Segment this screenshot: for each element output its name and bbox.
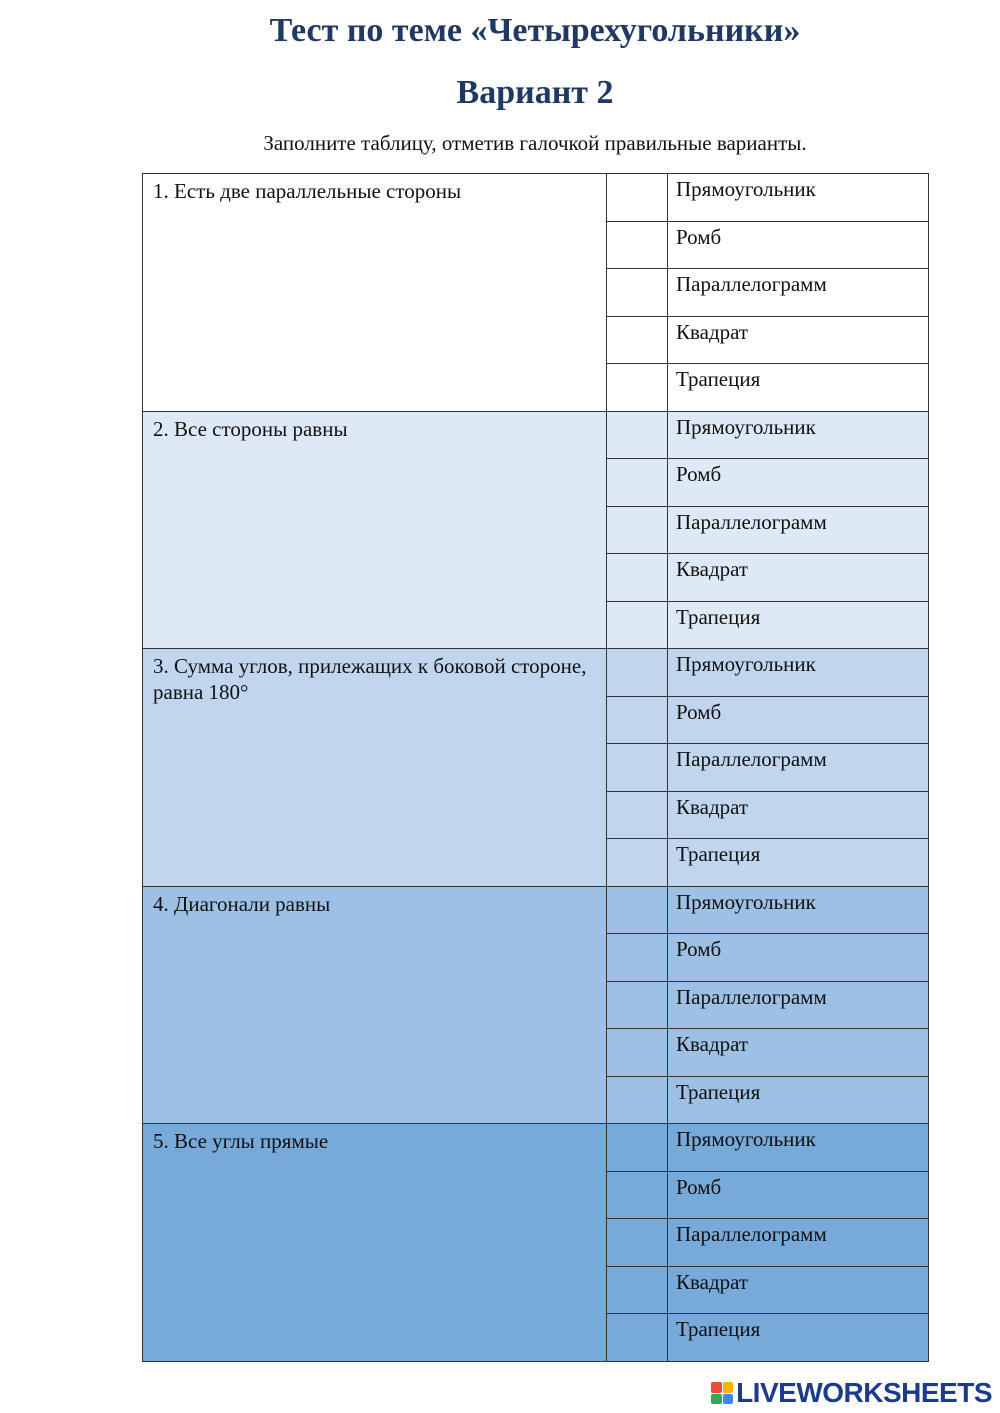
answer-checkbox[interactable] [607, 411, 668, 459]
answer-checkbox[interactable] [607, 1076, 668, 1124]
instruction-text: Заполните таблицу, отметив галочкой правильные варианты. [263, 131, 807, 155]
table-row [143, 886, 929, 934]
answer-checkbox[interactable] [607, 269, 668, 317]
answer-checkbox[interactable] [607, 364, 668, 412]
answer-checkbox[interactable] [607, 1219, 668, 1267]
option-label: Параллелограмм [668, 506, 929, 554]
answer-checkbox[interactable] [607, 791, 668, 839]
variant-heading: Вариант 2 [456, 74, 614, 111]
option-label: Квадрат [668, 554, 929, 602]
question-cell: 2. Все стороны равны [143, 411, 607, 649]
page-title: Тест по теме «Четырехугольники» [269, 12, 801, 49]
option-label: Параллелограмм [668, 744, 929, 792]
option-label: Прямоугольник [668, 174, 929, 222]
option-label: Ромб [668, 1171, 929, 1219]
answer-checkbox[interactable] [607, 316, 668, 364]
answer-checkbox[interactable] [607, 1266, 668, 1314]
option-label: Ромб [668, 934, 929, 982]
answer-checkbox[interactable] [607, 839, 668, 887]
table-row [143, 174, 929, 222]
option-label: Трапеция [668, 601, 929, 649]
answer-checkbox[interactable] [607, 554, 668, 602]
quiz-table [142, 173, 929, 1362]
option-label: Квадрат [668, 1029, 929, 1077]
option-label: Параллелограмм [668, 981, 929, 1029]
answer-checkbox[interactable] [607, 886, 668, 934]
liveworksheets-logo-icon [711, 1382, 733, 1404]
option-label: Квадрат [668, 791, 929, 839]
question-cell: 3. Сумма углов, прилежащих к боковой стороне, равна 180° [143, 649, 607, 887]
answer-checkbox[interactable] [607, 696, 668, 744]
option-label: Прямоугольник [668, 411, 929, 459]
logo-text: LIVEWORKSHEETS [736, 1377, 992, 1408]
question-cell: 1. Есть две параллельные стороны [143, 174, 607, 412]
answer-checkbox[interactable] [607, 649, 668, 697]
answer-checkbox[interactable] [607, 1314, 668, 1362]
answer-checkbox[interactable] [607, 174, 668, 222]
answer-checkbox[interactable] [607, 934, 668, 982]
table-row [143, 411, 929, 459]
answer-checkbox[interactable] [607, 459, 668, 507]
option-label: Квадрат [668, 316, 929, 364]
option-label: Ромб [668, 696, 929, 744]
option-label: Трапеция [668, 1076, 929, 1124]
option-label: Трапеция [668, 839, 929, 887]
answer-checkbox[interactable] [607, 1029, 668, 1077]
liveworksheets-logo[interactable] [711, 1377, 992, 1409]
option-label: Квадрат [668, 1266, 929, 1314]
option-label: Параллелограмм [668, 1219, 929, 1267]
option-label: Прямоугольник [668, 649, 929, 697]
answer-checkbox[interactable] [607, 981, 668, 1029]
answer-checkbox[interactable] [607, 1124, 668, 1172]
option-label: Ромб [668, 459, 929, 507]
option-label: Прямоугольник [668, 1124, 929, 1172]
answer-checkbox[interactable] [607, 506, 668, 554]
question-cell: 4. Диагонали равны [143, 886, 607, 1124]
table-row [143, 1124, 929, 1172]
option-label: Трапеция [668, 364, 929, 412]
answer-checkbox[interactable] [607, 744, 668, 792]
answer-checkbox[interactable] [607, 221, 668, 269]
answer-checkbox[interactable] [607, 601, 668, 649]
option-label: Прямоугольник [668, 886, 929, 934]
option-label: Ромб [668, 221, 929, 269]
question-cell: 5. Все углы прямые [143, 1124, 607, 1362]
answer-checkbox[interactable] [607, 1171, 668, 1219]
option-label: Параллелограмм [668, 269, 929, 317]
table-row [143, 649, 929, 697]
option-label: Трапеция [668, 1314, 929, 1362]
